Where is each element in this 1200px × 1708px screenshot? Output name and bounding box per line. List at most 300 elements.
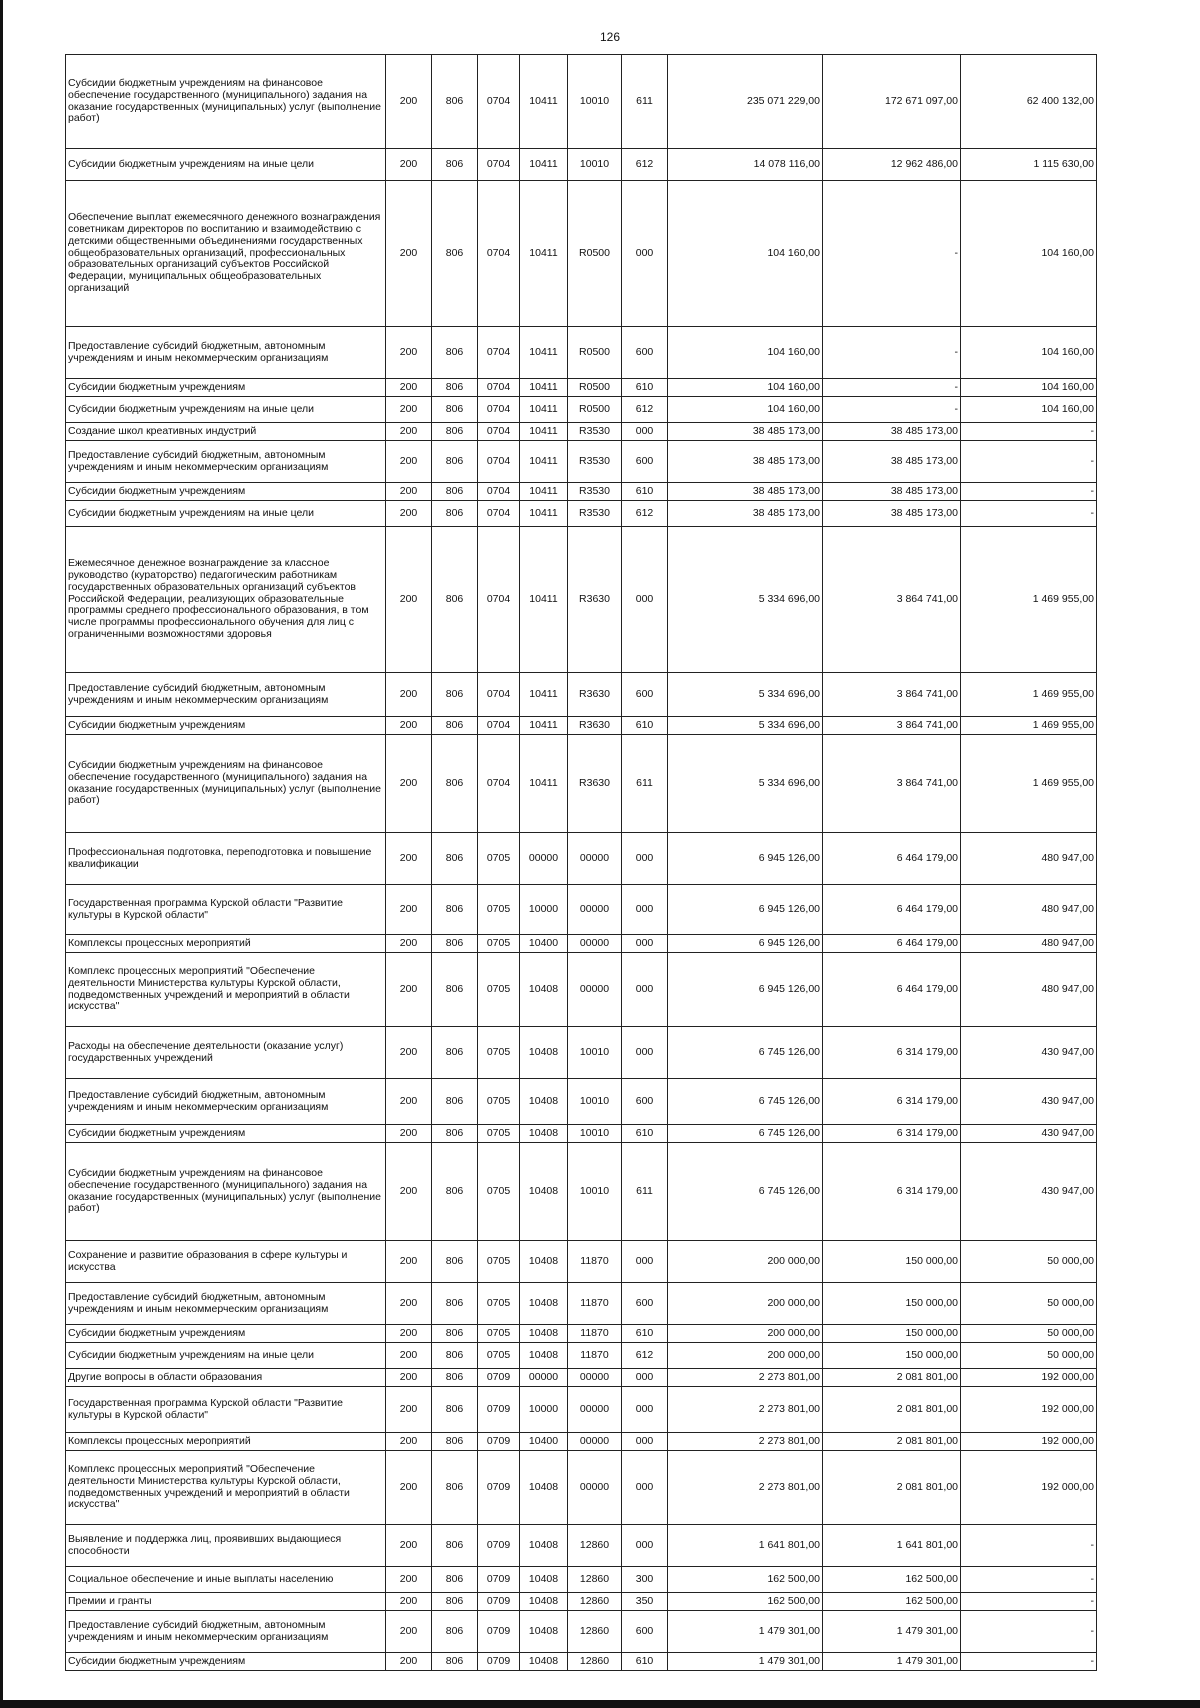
row-amount-1: 38 485 173,00 (668, 423, 823, 441)
row-code-6: 610 (622, 717, 668, 735)
row-code-5: 10010 (568, 1125, 622, 1143)
row-code-5: R0500 (568, 397, 622, 423)
row-code-6: 612 (622, 1343, 668, 1369)
table-row (66, 1451, 1097, 1525)
row-description: Предоставление субсидий бюджетным, автономным учреждениям и иным некоммерческим организациям (66, 327, 386, 379)
row-code-2: 806 (432, 1451, 478, 1525)
row-code-3: 0704 (478, 423, 520, 441)
row-code-2: 806 (432, 327, 478, 379)
row-amount-3: 62 400 132,00 (961, 55, 1097, 149)
row-amount-2: 6 464 179,00 (823, 953, 961, 1027)
row-code-6: 000 (622, 1433, 668, 1451)
row-amount-3: - (961, 423, 1097, 441)
row-amount-1: 6 945 126,00 (668, 953, 823, 1027)
row-description: Субсидии бюджетным учреждениям на иные цели (66, 501, 386, 527)
row-code-2: 806 (432, 1325, 478, 1343)
row-code-5: 12860 (568, 1611, 622, 1653)
row-code-3: 0704 (478, 483, 520, 501)
row-amount-1: 2 273 801,00 (668, 1387, 823, 1433)
row-code-2: 806 (432, 441, 478, 483)
row-code-5: 00000 (568, 833, 622, 885)
row-amount-1: 200 000,00 (668, 1241, 823, 1283)
table-row (66, 483, 1097, 501)
row-code-3: 0705 (478, 1241, 520, 1283)
row-description: Предоставление субсидий бюджетным, автономным учреждениям и иным некоммерческим организациям (66, 441, 386, 483)
row-code-3: 0704 (478, 55, 520, 149)
row-code-2: 806 (432, 1525, 478, 1567)
row-code-2: 806 (432, 1567, 478, 1593)
row-code-3: 0705 (478, 1343, 520, 1369)
row-code-1: 200 (386, 1325, 432, 1343)
row-amount-3: 104 160,00 (961, 327, 1097, 379)
row-code-5: 10010 (568, 1079, 622, 1125)
row-code-1: 200 (386, 1433, 432, 1451)
row-amount-2: 6 464 179,00 (823, 833, 961, 885)
table-row (66, 833, 1097, 885)
row-code-6: 000 (622, 1387, 668, 1433)
row-code-3: 0704 (478, 717, 520, 735)
row-amount-2: - (823, 397, 961, 423)
row-code-1: 200 (386, 397, 432, 423)
row-amount-1: 104 160,00 (668, 181, 823, 327)
table-row (66, 673, 1097, 717)
row-code-3: 0704 (478, 441, 520, 483)
row-code-5: 00000 (568, 953, 622, 1027)
row-code-1: 200 (386, 379, 432, 397)
row-code-4: 10411 (520, 483, 568, 501)
row-code-5: 11870 (568, 1325, 622, 1343)
table-row (66, 1387, 1097, 1433)
row-amount-3: 1 469 955,00 (961, 527, 1097, 673)
row-code-4: 10411 (520, 423, 568, 441)
table-row (66, 327, 1097, 379)
row-amount-1: 235 071 229,00 (668, 55, 823, 149)
row-code-4: 10408 (520, 1525, 568, 1567)
row-amount-3: 430 947,00 (961, 1143, 1097, 1241)
row-code-6: 000 (622, 423, 668, 441)
row-code-1: 200 (386, 1611, 432, 1653)
row-code-6: 611 (622, 735, 668, 833)
row-code-5: 12860 (568, 1525, 622, 1567)
row-code-5: R3630 (568, 673, 622, 717)
row-amount-1: 1 641 801,00 (668, 1525, 823, 1567)
row-code-6: 600 (622, 441, 668, 483)
row-description: Субсидии бюджетным учреждениям на финансовое обеспечение государственного (муниципального) задания на оказание государственных (муниципальных) услуг (выполнение работ) (66, 735, 386, 833)
row-code-1: 200 (386, 149, 432, 181)
row-code-4: 10408 (520, 1653, 568, 1671)
row-amount-2: 3 864 741,00 (823, 735, 961, 833)
row-code-1: 200 (386, 327, 432, 379)
row-code-6: 000 (622, 527, 668, 673)
row-description: Другие вопросы в области образования (66, 1369, 386, 1387)
row-amount-1: 6 745 126,00 (668, 1027, 823, 1079)
scan-left-edge (0, 0, 3, 1708)
row-code-1: 200 (386, 953, 432, 1027)
row-amount-3: 104 160,00 (961, 181, 1097, 327)
row-code-5: R0500 (568, 327, 622, 379)
row-code-2: 806 (432, 1241, 478, 1283)
row-code-5: 12860 (568, 1593, 622, 1611)
row-code-5: R0500 (568, 181, 622, 327)
budget-table (65, 54, 1097, 1671)
row-code-3: 0704 (478, 181, 520, 327)
row-code-6: 611 (622, 1143, 668, 1241)
row-code-4: 10408 (520, 1593, 568, 1611)
row-code-4: 10408 (520, 953, 568, 1027)
row-code-3: 0704 (478, 379, 520, 397)
row-code-2: 806 (432, 483, 478, 501)
row-amount-3: 430 947,00 (961, 1079, 1097, 1125)
row-code-1: 200 (386, 885, 432, 935)
row-code-3: 0705 (478, 1143, 520, 1241)
row-description: Предоставление субсидий бюджетным, автономным учреждениям и иным некоммерческим организациям (66, 1611, 386, 1653)
row-code-3: 0705 (478, 1283, 520, 1325)
row-code-1: 200 (386, 673, 432, 717)
row-code-4: 10408 (520, 1079, 568, 1125)
row-code-3: 0709 (478, 1593, 520, 1611)
row-amount-2: 1 641 801,00 (823, 1525, 961, 1567)
row-amount-2: 38 485 173,00 (823, 483, 961, 501)
page-number: 126 (599, 30, 621, 44)
row-code-6: 600 (622, 327, 668, 379)
row-code-5: R0500 (568, 379, 622, 397)
row-code-6: 000 (622, 935, 668, 953)
row-description: Ежемесячное денежное вознаграждение за классное руководство (кураторство) педагогическим работникам государственных образовательных организаций субъектов Российской Федерации, реализующих образовательные программы среднего профессионального образования, в том числе программы профессионального обучения для лиц с ограниченными возможностями здоровья (66, 527, 386, 673)
row-description: Создание школ креативных индустрий (66, 423, 386, 441)
row-code-3: 0705 (478, 953, 520, 1027)
row-code-1: 200 (386, 527, 432, 673)
row-code-2: 806 (432, 1283, 478, 1325)
row-code-3: 0709 (478, 1433, 520, 1451)
row-code-6: 612 (622, 397, 668, 423)
row-code-1: 200 (386, 483, 432, 501)
row-amount-1: 104 160,00 (668, 379, 823, 397)
row-code-2: 806 (432, 885, 478, 935)
row-code-6: 000 (622, 181, 668, 327)
row-description: Комплекс процессных мероприятий "Обеспечение деятельности Министерства культуры Курской области, подведомственных учреждений и мероприятий в области искусства" (66, 953, 386, 1027)
row-code-5: R3530 (568, 441, 622, 483)
row-amount-3: 104 160,00 (961, 397, 1097, 423)
row-code-2: 806 (432, 181, 478, 327)
row-amount-1: 5 334 696,00 (668, 673, 823, 717)
row-description: Субсидии бюджетным учреждениям (66, 717, 386, 735)
row-amount-3: 480 947,00 (961, 935, 1097, 953)
row-amount-1: 2 273 801,00 (668, 1433, 823, 1451)
row-amount-2: 6 314 179,00 (823, 1027, 961, 1079)
table-row (66, 181, 1097, 327)
row-amount-1: 1 479 301,00 (668, 1653, 823, 1671)
row-code-2: 806 (432, 953, 478, 1027)
row-code-5: 12860 (568, 1567, 622, 1593)
row-code-6: 000 (622, 885, 668, 935)
row-code-4: 00000 (520, 1369, 568, 1387)
row-code-3: 0709 (478, 1525, 520, 1567)
row-code-3: 0709 (478, 1451, 520, 1525)
table-row (66, 885, 1097, 935)
table-row (66, 1369, 1097, 1387)
row-description: Субсидии бюджетным учреждениям (66, 1653, 386, 1671)
row-code-5: 11870 (568, 1343, 622, 1369)
row-amount-1: 6 745 126,00 (668, 1125, 823, 1143)
row-code-3: 0709 (478, 1611, 520, 1653)
row-amount-3: 480 947,00 (961, 885, 1097, 935)
row-amount-3: 50 000,00 (961, 1283, 1097, 1325)
row-code-4: 10411 (520, 55, 568, 149)
row-code-3: 0705 (478, 1125, 520, 1143)
row-amount-1: 1 479 301,00 (668, 1611, 823, 1653)
row-code-1: 200 (386, 1241, 432, 1283)
row-code-6: 610 (622, 1653, 668, 1671)
row-code-1: 200 (386, 1079, 432, 1125)
row-amount-1: 2 273 801,00 (668, 1451, 823, 1525)
row-code-4: 10408 (520, 1283, 568, 1325)
row-code-3: 0709 (478, 1653, 520, 1671)
row-description: Субсидии бюджетным учреждениям на иные цели (66, 397, 386, 423)
row-code-1: 200 (386, 1593, 432, 1611)
row-amount-2: 38 485 173,00 (823, 441, 961, 483)
row-code-6: 350 (622, 1593, 668, 1611)
row-amount-3: 480 947,00 (961, 953, 1097, 1027)
row-description: Субсидии бюджетным учреждениям на иные цели (66, 149, 386, 181)
row-code-4: 10408 (520, 1143, 568, 1241)
row-code-5: R3630 (568, 735, 622, 833)
row-code-1: 200 (386, 181, 432, 327)
row-description: Комплексы процессных мероприятий (66, 935, 386, 953)
row-code-6: 300 (622, 1567, 668, 1593)
row-amount-1: 5 334 696,00 (668, 717, 823, 735)
row-code-2: 806 (432, 1611, 478, 1653)
row-code-2: 806 (432, 1433, 478, 1451)
row-code-6: 611 (622, 55, 668, 149)
row-amount-3: 50 000,00 (961, 1325, 1097, 1343)
row-description: Социальное обеспечение и иные выплаты населению (66, 1567, 386, 1593)
row-amount-2: 6 464 179,00 (823, 935, 961, 953)
row-code-6: 610 (622, 1125, 668, 1143)
row-code-5: 10010 (568, 1143, 622, 1241)
row-description: Расходы на обеспечение деятельности (оказание услуг) государственных учреждений (66, 1027, 386, 1079)
table-row (66, 379, 1097, 397)
row-amount-3: 1 469 955,00 (961, 735, 1097, 833)
row-code-2: 806 (432, 1125, 478, 1143)
row-amount-3: 430 947,00 (961, 1027, 1097, 1079)
row-code-4: 10411 (520, 501, 568, 527)
row-description: Субсидии бюджетным учреждениям (66, 1125, 386, 1143)
row-description: Субсидии бюджетным учреждениям (66, 1325, 386, 1343)
row-code-1: 200 (386, 1653, 432, 1671)
row-code-4: 10411 (520, 441, 568, 483)
row-code-4: 10411 (520, 717, 568, 735)
row-description: Субсидии бюджетным учреждениям на финансовое обеспечение государственного (муниципального) задания на оказание государственных (муниципальных) услуг (выполнение работ) (66, 1143, 386, 1241)
row-code-3: 0704 (478, 673, 520, 717)
row-amount-3: - (961, 1593, 1097, 1611)
row-description: Предоставление субсидий бюджетным, автономным учреждениям и иным некоммерческим организациям (66, 1283, 386, 1325)
row-code-3: 0705 (478, 1027, 520, 1079)
row-code-1: 200 (386, 55, 432, 149)
row-code-6: 000 (622, 833, 668, 885)
row-code-3: 0705 (478, 833, 520, 885)
row-amount-1: 38 485 173,00 (668, 441, 823, 483)
row-amount-2: 150 000,00 (823, 1283, 961, 1325)
row-code-4: 10411 (520, 735, 568, 833)
row-description: Обеспечение выплат ежемесячного денежного вознаграждения советникам директоров по воспитанию и взаимодействию с детскими общественными объединениями государственных общеобразовательных организаций, профессиональных образовательных организаций субъектов Российской Федерации, муниципальных общеобразовательных организаций (66, 181, 386, 327)
table-row (66, 1611, 1097, 1653)
row-amount-2: - (823, 181, 961, 327)
row-code-5: 10010 (568, 1027, 622, 1079)
row-amount-2: 150 000,00 (823, 1241, 961, 1283)
row-code-2: 806 (432, 1369, 478, 1387)
row-amount-1: 6 945 126,00 (668, 935, 823, 953)
row-amount-1: 6 745 126,00 (668, 1079, 823, 1125)
row-description: Сохранение и развитие образования в сфере культуры и искусства (66, 1241, 386, 1283)
row-code-3: 0705 (478, 885, 520, 935)
scan-bottom-edge (0, 1700, 1200, 1708)
table-row (66, 55, 1097, 149)
row-amount-3: - (961, 1611, 1097, 1653)
row-code-3: 0704 (478, 397, 520, 423)
table-row (66, 441, 1097, 483)
row-code-2: 806 (432, 735, 478, 833)
row-amount-3: 50 000,00 (961, 1343, 1097, 1369)
row-code-1: 200 (386, 423, 432, 441)
row-description: Предоставление субсидий бюджетным, автономным учреждениям и иным некоммерческим организациям (66, 673, 386, 717)
row-amount-1: 38 485 173,00 (668, 501, 823, 527)
row-code-5: 10010 (568, 149, 622, 181)
row-amount-2: 2 081 801,00 (823, 1451, 961, 1525)
row-description: Субсидии бюджетным учреждениям (66, 483, 386, 501)
row-amount-1: 2 273 801,00 (668, 1369, 823, 1387)
row-code-5: 00000 (568, 885, 622, 935)
row-amount-1: 162 500,00 (668, 1567, 823, 1593)
row-description: Комплекс процессных мероприятий "Обеспечение деятельности Министерства культуры Курской области, подведомственных учреждений и мероприятий в области искусства" (66, 1451, 386, 1525)
row-code-3: 0709 (478, 1387, 520, 1433)
table-row (66, 1125, 1097, 1143)
row-code-2: 806 (432, 1653, 478, 1671)
row-code-1: 200 (386, 1525, 432, 1567)
row-description: Выявление и поддержка лиц, проявивших выдающиеся способности (66, 1525, 386, 1567)
row-amount-3: 192 000,00 (961, 1433, 1097, 1451)
row-amount-3: 1 469 955,00 (961, 673, 1097, 717)
row-amount-1: 5 334 696,00 (668, 527, 823, 673)
row-description: Субсидии бюджетным учреждениям (66, 379, 386, 397)
row-amount-2: 2 081 801,00 (823, 1433, 961, 1451)
row-amount-2: 6 464 179,00 (823, 885, 961, 935)
row-code-6: 600 (622, 1079, 668, 1125)
row-amount-1: 200 000,00 (668, 1283, 823, 1325)
row-code-2: 806 (432, 717, 478, 735)
row-amount-1: 6 745 126,00 (668, 1143, 823, 1241)
table-row (66, 1433, 1097, 1451)
row-code-2: 806 (432, 501, 478, 527)
row-code-1: 200 (386, 1369, 432, 1387)
row-code-3: 0705 (478, 1325, 520, 1343)
row-code-3: 0704 (478, 149, 520, 181)
row-code-1: 200 (386, 1027, 432, 1079)
row-code-4: 10000 (520, 1387, 568, 1433)
row-code-3: 0704 (478, 527, 520, 673)
row-code-2: 806 (432, 1593, 478, 1611)
row-amount-3: - (961, 1567, 1097, 1593)
row-amount-1: 38 485 173,00 (668, 483, 823, 501)
row-code-2: 806 (432, 527, 478, 673)
row-amount-2: 38 485 173,00 (823, 423, 961, 441)
row-amount-3: 430 947,00 (961, 1125, 1097, 1143)
row-code-2: 806 (432, 423, 478, 441)
table-row (66, 717, 1097, 735)
row-code-6: 600 (622, 673, 668, 717)
row-description: Субсидии бюджетным учреждениям на иные цели (66, 1343, 386, 1369)
row-amount-3: - (961, 441, 1097, 483)
row-amount-2: 3 864 741,00 (823, 673, 961, 717)
row-amount-2: 3 864 741,00 (823, 527, 961, 673)
row-code-5: R3630 (568, 527, 622, 673)
table-row (66, 527, 1097, 673)
row-amount-1: 200 000,00 (668, 1325, 823, 1343)
row-amount-2: 6 314 179,00 (823, 1143, 961, 1241)
row-amount-2: 150 000,00 (823, 1325, 961, 1343)
row-code-4: 10408 (520, 1241, 568, 1283)
row-code-1: 200 (386, 441, 432, 483)
row-code-4: 00000 (520, 833, 568, 885)
row-amount-2: 150 000,00 (823, 1343, 961, 1369)
row-description: Премии и гранты (66, 1593, 386, 1611)
row-code-4: 10411 (520, 379, 568, 397)
table-row (66, 1325, 1097, 1343)
row-code-2: 806 (432, 1387, 478, 1433)
row-amount-1: 104 160,00 (668, 327, 823, 379)
row-code-2: 806 (432, 397, 478, 423)
table-row (66, 1567, 1097, 1593)
row-code-4: 10408 (520, 1451, 568, 1525)
row-code-1: 200 (386, 1143, 432, 1241)
row-code-3: 0704 (478, 327, 520, 379)
row-code-6: 000 (622, 1525, 668, 1567)
table-row (66, 1143, 1097, 1241)
row-code-6: 612 (622, 501, 668, 527)
row-code-1: 200 (386, 1567, 432, 1593)
row-code-1: 200 (386, 935, 432, 953)
row-amount-3: 104 160,00 (961, 379, 1097, 397)
row-code-4: 10000 (520, 885, 568, 935)
row-amount-1: 6 945 126,00 (668, 885, 823, 935)
row-code-4: 10411 (520, 181, 568, 327)
row-description: Государственная программа Курской области "Развитие культуры в Курской области" (66, 885, 386, 935)
table-row (66, 149, 1097, 181)
table-row (66, 1027, 1097, 1079)
row-amount-1: 6 945 126,00 (668, 833, 823, 885)
row-code-1: 200 (386, 735, 432, 833)
table-row (66, 397, 1097, 423)
table-row (66, 501, 1097, 527)
row-code-4: 10408 (520, 1611, 568, 1653)
table-row (66, 1525, 1097, 1567)
row-amount-2: 2 081 801,00 (823, 1387, 961, 1433)
row-code-4: 10400 (520, 1433, 568, 1451)
table-row (66, 1593, 1097, 1611)
row-code-3: 0705 (478, 935, 520, 953)
row-amount-2: 38 485 173,00 (823, 501, 961, 527)
row-code-6: 612 (622, 149, 668, 181)
row-amount-3: - (961, 1653, 1097, 1671)
row-code-4: 10411 (520, 673, 568, 717)
row-code-6: 610 (622, 483, 668, 501)
row-code-5: 00000 (568, 1451, 622, 1525)
row-code-5: R3530 (568, 501, 622, 527)
row-amount-2: - (823, 379, 961, 397)
row-code-6: 000 (622, 953, 668, 1027)
row-code-1: 200 (386, 833, 432, 885)
row-code-2: 806 (432, 1343, 478, 1369)
row-amount-3: 192 000,00 (961, 1387, 1097, 1433)
